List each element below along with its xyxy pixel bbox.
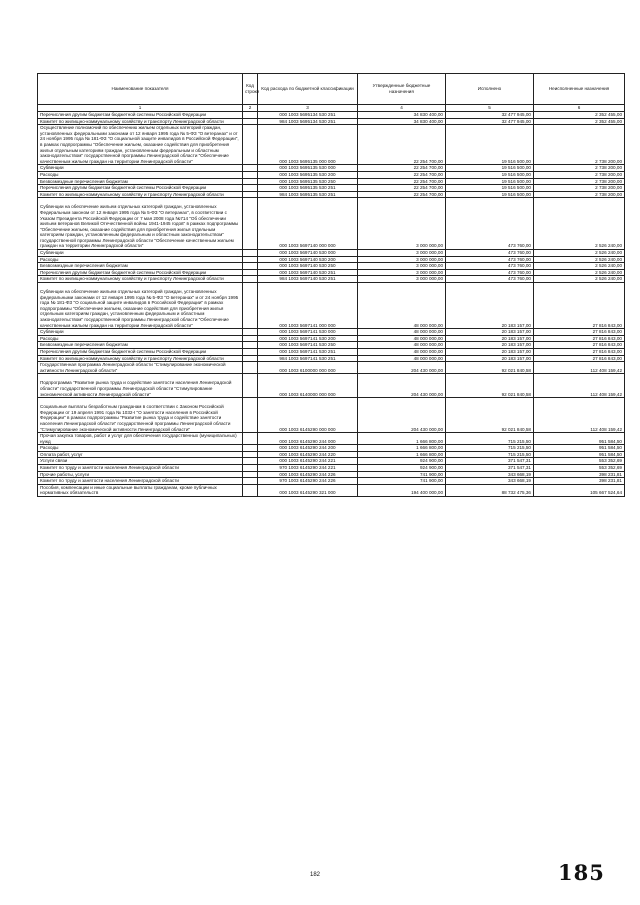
row-approved-amount: 22 254 700,00	[358, 178, 446, 185]
row-line-code	[243, 398, 258, 433]
row-approved-amount: 194 400 000,00	[358, 484, 446, 496]
row-executed-amount: 343 668,19	[446, 478, 534, 485]
row-indicator-name: Комитет по жилищно-коммунальному хозяйству и транспорту Ленинградской области	[38, 118, 243, 125]
row-executed-amount: 371 547,31	[446, 465, 534, 472]
row-executed-amount: 20 183 157,00	[446, 355, 534, 362]
row-executed-amount: 343 668,19	[446, 471, 534, 478]
row-line-code	[243, 250, 258, 257]
row-executed-amount: 473 760,00	[446, 256, 534, 263]
table-row	[38, 112, 625, 119]
table-row	[38, 198, 625, 250]
column-number-row	[38, 105, 625, 112]
row-line-code	[243, 433, 258, 445]
row-approved-amount: 22 254 700,00	[358, 191, 446, 198]
table-row	[38, 191, 625, 198]
row-indicator-name: Перечисления другим бюджетам бюджетной системы Российской Федерации	[38, 112, 243, 119]
row-remaining-amount: 2 526 240,00	[534, 263, 625, 270]
row-budget-code: 000 1003 5695135 530 251	[258, 185, 358, 192]
row-remaining-amount: 27 816 843,00	[534, 342, 625, 349]
row-approved-amount: 204 430 000,00	[358, 398, 446, 433]
row-remaining-amount: 2 526 240,00	[534, 276, 625, 283]
row-approved-amount: 3 000 000,00	[358, 263, 446, 270]
row-budget-code: 000 1003 5697140 530 200	[258, 256, 358, 263]
row-approved-amount: 1 666 800,00	[358, 451, 446, 458]
row-line-code	[243, 283, 258, 329]
row-indicator-name: Государственная программа Ленинградской области "Стимулирование экономической активности Ленинградской области"	[38, 362, 243, 374]
table-row	[38, 342, 625, 349]
row-indicator-name: Расходы	[38, 445, 243, 452]
table-row	[38, 269, 625, 276]
row-approved-amount: 3 000 000,00	[358, 256, 446, 263]
row-indicator-name: Безвозмездные перечисления бюджетам	[38, 263, 243, 270]
table-row	[38, 171, 625, 178]
row-remaining-amount: 105 667 524,64	[534, 484, 625, 496]
table-row	[38, 458, 625, 465]
row-remaining-amount: 553 352,69	[534, 458, 625, 465]
row-remaining-amount: 398 231,81	[534, 471, 625, 478]
row-budget-code: 000 1003 5697141 530 000	[258, 329, 358, 336]
row-line-code	[243, 165, 258, 172]
table-row	[38, 178, 625, 185]
table-row	[38, 398, 625, 433]
row-remaining-amount: 553 352,69	[534, 465, 625, 472]
row-executed-amount: 20 183 157,00	[446, 348, 534, 355]
row-remaining-amount: 2 526 240,00	[534, 256, 625, 263]
row-line-code	[243, 478, 258, 485]
row-indicator-name: Оплата работ, услуг	[38, 451, 243, 458]
row-approved-amount: 22 254 700,00	[358, 125, 446, 165]
row-line-code	[243, 329, 258, 336]
page-number: 182	[310, 872, 321, 878]
row-budget-code: 984 1003 5697141 530 251	[258, 355, 358, 362]
row-indicator-name: Расходы	[38, 256, 243, 263]
column-number: 5	[446, 105, 534, 112]
row-indicator-name: Комитет по труду и занятости населения Ленинградской области	[38, 478, 243, 485]
row-budget-code: 000 1003 5695134 530 251	[258, 112, 358, 119]
row-executed-amount: 715 215,50	[446, 451, 534, 458]
row-indicator-name: Субвенции на обеспечение жильем отдельных категорий граждан, установленных федеральными законами от 12 января 1995 года № 5-ФЗ "О ветеранах" и от 24 ноября 1995 года № 181-ФЗ "О социальной защите инвалидов в Российской Федерации" в рамках подпрограммы "Обеспечение жильем, оказание содействия для приобретения жилья отдельным категориям граждан, установленным федеральным и областным законодательством" государственной программы Ленинградской области "Обеспечение качественным жильем граждан на территории Ленинградской области"	[38, 283, 243, 329]
row-line-code	[243, 185, 258, 192]
column-number: 3	[258, 105, 358, 112]
row-line-code	[243, 276, 258, 283]
row-executed-amount: 20 183 157,00	[446, 283, 534, 329]
row-remaining-amount: 27 816 843,00	[534, 329, 625, 336]
row-budget-code: 000 1003 6145290 000 000	[258, 398, 358, 433]
row-approved-amount: 48 000 000,00	[358, 355, 446, 362]
row-remaining-amount: 2 738 200,00	[534, 178, 625, 185]
row-budget-code: 000 1003 5695135 530 250	[258, 178, 358, 185]
row-approved-amount: 34 830 400,00	[358, 112, 446, 119]
row-indicator-name: Субвенции на обеспечение жильем отдельных категорий граждан, установленных Федеральным законом от 12 января 1995 года № 5-ФЗ "О ветеранах", в соответствии с Указом Президента Российской Федерации от 7 мая 2008 года №714 "Об обеспечении жильем ветеранов Великой Отечественной войны 1941-1945 годов" в рамках подпрограммы "Обеспечение жильем, оказание содействия для приобретения жилья отдельным категориям граждан, установленным федеральным и областным законодательством" государственной программы Ленинградской области "Обеспечение качественным жильем граждан на территории Ленинградской области"	[38, 198, 243, 250]
row-budget-code: 000 1003 5697141 000 000	[258, 283, 358, 329]
row-indicator-name: Комитет по труду и занятости населения Ленинградской области	[38, 465, 243, 472]
row-remaining-amount: 951 584,50	[534, 445, 625, 452]
row-executed-amount: 19 516 500,00	[446, 191, 534, 198]
row-approved-amount: 34 830 400,00	[358, 118, 446, 125]
table-row	[38, 433, 625, 445]
row-budget-code: 000 1003 6145290 244 000	[258, 433, 358, 445]
row-indicator-name: Пособия, компенсации и иные социальные выплаты гражданам, кроме публичных нормативных обязательств	[38, 484, 243, 496]
column-number: 6	[534, 105, 625, 112]
row-remaining-amount: 2 526 240,00	[534, 269, 625, 276]
table-row	[38, 478, 625, 485]
table-row	[38, 335, 625, 342]
row-executed-amount: 371 547,31	[446, 458, 534, 465]
column-number: 4	[358, 105, 446, 112]
header-approved: Утвержденные бюджетные назначения	[358, 74, 446, 105]
row-line-code	[243, 178, 258, 185]
row-line-code	[243, 458, 258, 465]
row-indicator-name: Перечисления другим бюджетам бюджетной системы Российской Федерации	[38, 348, 243, 355]
row-indicator-name: Прочая закупка товаров, работ и услуг для обеспечения государственных (муниципальных) нужд	[38, 433, 243, 445]
header-budget-code: Код расхода по бюджетной классификации	[258, 74, 358, 105]
row-indicator-name: Социальные выплаты безработным гражданам в соответствии с Законом Российской Федерации от 19 апреля 1991 года № 1032-I "О занятости населения в Российской Федерации" в рамках подпрограммы "Развитие рынка труда и содействие занятости населения Ленинградской области" государственной программы Ленинградской области "Стимулирование экономической активности Ленинградской области"	[38, 398, 243, 433]
row-approved-amount: 48 000 000,00	[358, 342, 446, 349]
row-executed-amount: 19 516 500,00	[446, 178, 534, 185]
table-row	[38, 125, 625, 165]
row-budget-code: 000 1003 5697140 530 250	[258, 263, 358, 270]
row-remaining-amount: 951 584,50	[534, 451, 625, 458]
row-budget-code: 000 1003 5695135 530 200	[258, 171, 358, 178]
row-approved-amount: 204 430 000,00	[358, 362, 446, 374]
row-budget-code: 970 1003 6145290 244 226	[258, 478, 358, 485]
row-approved-amount: 48 000 000,00	[358, 283, 446, 329]
header-remaining: Неисполненные назначения	[534, 74, 625, 105]
row-budget-code: 000 1003 5697140 530 251	[258, 269, 358, 276]
row-budget-code: 000 1003 5697140 000 000	[258, 198, 358, 250]
row-line-code	[243, 171, 258, 178]
row-executed-amount: 715 215,50	[446, 445, 534, 452]
row-line-code	[243, 348, 258, 355]
row-budget-code: 970 1003 6145290 244 221	[258, 465, 358, 472]
row-remaining-amount: 2 526 240,00	[534, 250, 625, 257]
row-budget-code: 000 1003 5697141 530 251	[258, 348, 358, 355]
row-executed-amount: 473 760,00	[446, 269, 534, 276]
row-approved-amount: 924 900,00	[358, 458, 446, 465]
row-approved-amount: 1 666 800,00	[358, 445, 446, 452]
header-line-code: Код строки	[243, 74, 258, 105]
table-row	[38, 362, 625, 374]
row-executed-amount: 20 183 157,00	[446, 342, 534, 349]
budget-table-sheet	[37, 73, 624, 497]
row-line-code	[243, 256, 258, 263]
row-remaining-amount: 112 408 159,42	[534, 374, 625, 398]
row-executed-amount: 473 760,00	[446, 263, 534, 270]
row-executed-amount: 19 516 500,00	[446, 185, 534, 192]
row-line-code	[243, 362, 258, 374]
table-row	[38, 348, 625, 355]
row-indicator-name: Осуществление полномочий по обеспечению жильем отдельных категорий граждан, установленных федеральными законами от 12 января 1995 года № 5-ФЗ "О ветеранах" и от 24 ноября 1995 года № 181-ФЗ "О социальной защите инвалидов в Российской Федерации", в рамках подпрограммы "Обеспечение жильем, оказание содействия для приобретения жилья отдельным категориям граждан, установленным федеральным и областным законодательством" государственной программы Ленинградской области "Обеспечение качественным жильем граждан на территории Ленинградской области"	[38, 125, 243, 165]
table-row	[38, 355, 625, 362]
row-indicator-name: Прочие работы, услуги	[38, 471, 243, 478]
row-indicator-name: Подпрограмма "Развитие рынка труда и содействие занятости населения Ленинградской области" государственной программы Ленинградской области "Стимулирование экономической активности Ленинградской области"	[38, 374, 243, 398]
row-approved-amount: 1 666 800,00	[358, 433, 446, 445]
row-executed-amount: 715 215,50	[446, 433, 534, 445]
row-line-code	[243, 191, 258, 198]
row-executed-amount: 473 760,00	[446, 276, 534, 283]
row-executed-amount: 473 760,00	[446, 250, 534, 257]
column-number: 1	[38, 105, 243, 112]
row-approved-amount: 3 000 000,00	[358, 276, 446, 283]
row-indicator-name: Расходы	[38, 171, 243, 178]
row-budget-code: 000 1003 5697141 530 250	[258, 342, 358, 349]
row-budget-code: 984 1003 5695135 530 251	[258, 191, 358, 198]
table-row	[38, 250, 625, 257]
row-indicator-name: Услуги связи	[38, 458, 243, 465]
row-remaining-amount: 951 584,50	[534, 433, 625, 445]
row-remaining-amount: 27 816 843,00	[534, 348, 625, 355]
header-executed: Исполнено	[446, 74, 534, 105]
row-indicator-name: Расходы	[38, 335, 243, 342]
row-remaining-amount: 112 408 159,42	[534, 398, 625, 433]
row-budget-code: 000 1003 5695135 000 000	[258, 125, 358, 165]
row-budget-code: 984 1003 5697140 530 251	[258, 276, 358, 283]
table-row	[38, 465, 625, 472]
row-approved-amount: 3 000 000,00	[358, 269, 446, 276]
row-approved-amount: 48 000 000,00	[358, 348, 446, 355]
row-remaining-amount: 27 816 843,00	[534, 283, 625, 329]
row-indicator-name: Безвозмездные перечисления бюджетам	[38, 178, 243, 185]
row-approved-amount: 3 000 000,00	[358, 250, 446, 257]
row-executed-amount: 92 021 840,58	[446, 362, 534, 374]
row-budget-code: 000 1003 6145290 244 200	[258, 445, 358, 452]
table-row	[38, 256, 625, 263]
row-line-code	[243, 125, 258, 165]
row-approved-amount: 741 900,00	[358, 471, 446, 478]
row-budget-code: 000 1003 5697141 530 200	[258, 335, 358, 342]
table-row	[38, 276, 625, 283]
row-indicator-name: Комитет по жилищно-коммунальному хозяйству и транспорту Ленинградской области	[38, 276, 243, 283]
row-approved-amount: 204 430 000,00	[358, 374, 446, 398]
row-line-code	[243, 355, 258, 362]
row-indicator-name: Безвозмездные перечисления бюджетам	[38, 342, 243, 349]
budget-execution-table	[37, 73, 625, 497]
row-approved-amount: 22 254 700,00	[358, 185, 446, 192]
row-budget-code: 000 1003 6145290 321 000	[258, 484, 358, 496]
row-approved-amount: 924 900,00	[358, 465, 446, 472]
row-executed-amount: 88 732 475,36	[446, 484, 534, 496]
row-remaining-amount: 2 352 455,00	[534, 118, 625, 125]
row-line-code	[243, 269, 258, 276]
row-executed-amount: 20 183 157,00	[446, 329, 534, 336]
row-executed-amount: 19 516 500,00	[446, 125, 534, 165]
row-indicator-name: Субвенции	[38, 329, 243, 336]
row-approved-amount: 3 000 000,00	[358, 198, 446, 250]
row-budget-code: 000 1003 6145290 244 220	[258, 451, 358, 458]
row-budget-code: 000 1003 6145290 244 226	[258, 471, 358, 478]
row-line-code	[243, 335, 258, 342]
table-row	[38, 445, 625, 452]
row-indicator-name: Комитет по жилищно-коммунальному хозяйству и транспорту Ленинградской области	[38, 191, 243, 198]
table-row	[38, 329, 625, 336]
row-line-code	[243, 451, 258, 458]
table-row	[38, 185, 625, 192]
row-remaining-amount: 2 738 200,00	[534, 165, 625, 172]
row-budget-code: 000 1003 5697140 530 000	[258, 250, 358, 257]
row-executed-amount: 19 516 500,00	[446, 165, 534, 172]
row-remaining-amount: 398 231,81	[534, 478, 625, 485]
row-indicator-name: Субвенции	[38, 165, 243, 172]
table-row	[38, 484, 625, 496]
row-remaining-amount: 2 738 200,00	[534, 171, 625, 178]
row-remaining-amount: 2 738 200,00	[534, 191, 625, 198]
row-executed-amount: 92 021 840,58	[446, 374, 534, 398]
row-budget-code: 000 1003 6140000 000 000	[258, 374, 358, 398]
row-indicator-name: Субвенции	[38, 250, 243, 257]
row-executed-amount: 473 760,00	[446, 198, 534, 250]
header-indicator-name: Наименование показателя	[38, 74, 243, 105]
row-remaining-amount: 112 408 159,42	[534, 362, 625, 374]
row-executed-amount: 32 477 945,00	[446, 112, 534, 119]
row-remaining-amount: 2 352 455,00	[534, 112, 625, 119]
row-indicator-name: Перечисления другим бюджетам бюджетной системы Российской Федерации	[38, 185, 243, 192]
row-budget-code: 000 1003 6100000 000 000	[258, 362, 358, 374]
row-remaining-amount: 2 526 240,00	[534, 198, 625, 250]
column-number: 2	[243, 105, 258, 112]
row-line-code	[243, 471, 258, 478]
row-line-code	[243, 445, 258, 452]
row-line-code	[243, 465, 258, 472]
table-row	[38, 283, 625, 329]
row-remaining-amount: 27 816 843,00	[534, 335, 625, 342]
row-approved-amount: 22 254 700,00	[358, 171, 446, 178]
row-line-code	[243, 118, 258, 125]
table-row	[38, 263, 625, 270]
table-row	[38, 118, 625, 125]
row-line-code	[243, 374, 258, 398]
row-indicator-name: Перечисления другим бюджетам бюджетной системы Российской Федерации	[38, 269, 243, 276]
row-indicator-name: Комитет по жилищно-коммунальному хозяйству и транспорту Ленинградской области	[38, 355, 243, 362]
table-row	[38, 451, 625, 458]
table-body	[38, 112, 625, 497]
row-executed-amount: 92 021 840,58	[446, 398, 534, 433]
row-budget-code: 984 1003 5695134 530 251	[258, 118, 358, 125]
table-row	[38, 471, 625, 478]
row-executed-amount: 19 516 500,00	[446, 171, 534, 178]
row-budget-code: 000 1003 5695135 530 000	[258, 165, 358, 172]
row-approved-amount: 741 900,00	[358, 478, 446, 485]
row-budget-code: 000 1003 6145290 244 221	[258, 458, 358, 465]
row-line-code	[243, 263, 258, 270]
row-line-code	[243, 198, 258, 250]
row-remaining-amount: 2 738 200,00	[534, 125, 625, 165]
row-executed-amount: 20 183 157,00	[446, 335, 534, 342]
table-row	[38, 165, 625, 172]
row-executed-amount: 32 477 945,00	[446, 118, 534, 125]
row-approved-amount: 48 000 000,00	[358, 335, 446, 342]
row-approved-amount: 22 254 700,00	[358, 165, 446, 172]
row-line-code	[243, 112, 258, 119]
table-row	[38, 374, 625, 398]
handwritten-page-stamp: 185	[558, 860, 605, 885]
row-line-code	[243, 342, 258, 349]
row-remaining-amount: 2 738 200,00	[534, 185, 625, 192]
row-line-code	[243, 484, 258, 496]
table-header-row	[38, 74, 625, 105]
row-approved-amount: 48 000 000,00	[358, 329, 446, 336]
row-remaining-amount: 27 816 843,00	[534, 355, 625, 362]
